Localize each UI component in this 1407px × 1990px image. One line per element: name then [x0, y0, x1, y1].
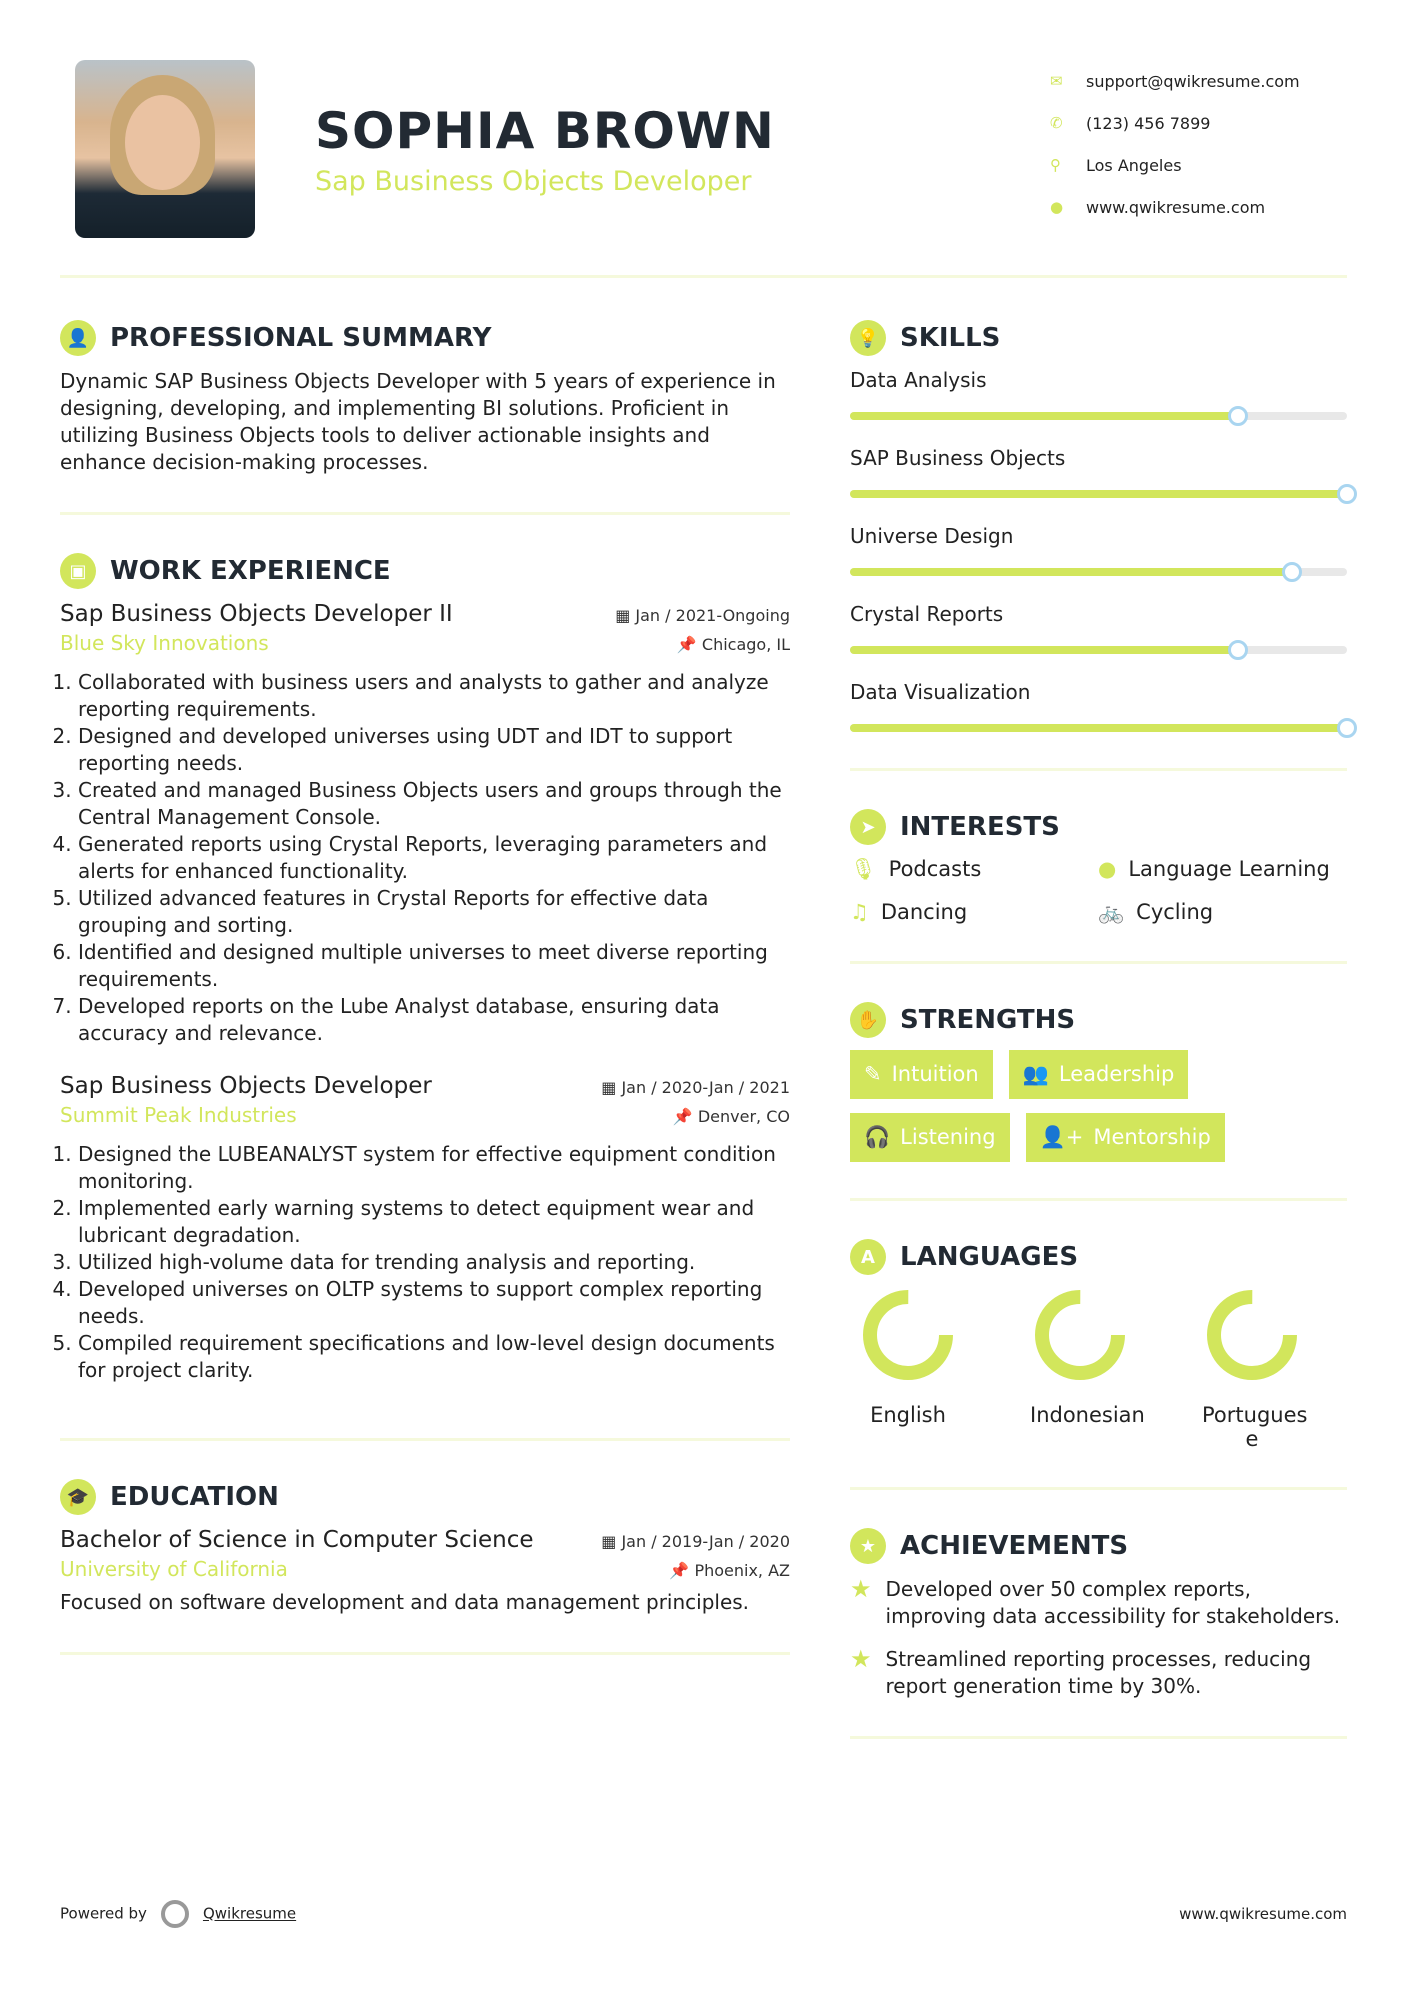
powered-by-text: Powered by	[60, 1904, 147, 1923]
microphone-icon: 🎙	[850, 857, 877, 881]
interest-label: Cycling	[1136, 900, 1214, 924]
skill-bar	[850, 412, 1347, 420]
heading-text: STRENGTHS	[900, 1005, 1076, 1035]
achievement-text: Streamlined reporting processes, reducing report generation time by 30%.	[885, 1647, 1312, 1698]
duty-item: 2. Designed and developed universes using UDT and IDT to support reporting needs.	[78, 723, 790, 777]
user-icon: 👤	[60, 320, 96, 356]
language-name: Indonesian	[1030, 1403, 1145, 1427]
skill-bar-fill	[850, 490, 1347, 498]
duty-item: 1. Designed the LUBEANALYST system for effective equipment condition monitoring.	[78, 1141, 790, 1195]
bicycle-icon: 🚲	[1098, 900, 1125, 924]
skill-bar-knob	[1282, 562, 1302, 582]
achievement-item	[850, 1576, 1347, 1630]
skill-bar-knob	[1337, 718, 1357, 738]
calendar-icon: ▦	[615, 606, 636, 625]
job-title: Sap Business Objects Developer II	[60, 601, 453, 627]
location-text: Denver, CO	[697, 1107, 790, 1126]
user-plus-icon: 👤+	[1039, 1125, 1084, 1149]
star-icon: ★	[850, 1575, 872, 1603]
skill-bar-knob	[1337, 484, 1357, 504]
strength-label: Listening	[900, 1125, 996, 1149]
interest-label: Podcasts	[888, 857, 982, 881]
job-title: Sap Business Objects Developer	[60, 1073, 432, 1099]
left-column	[60, 320, 790, 1693]
skill-bar-fill	[850, 412, 1238, 420]
globe-icon: ●	[1050, 198, 1064, 216]
map-pin-icon: ⚲	[1050, 156, 1061, 174]
language-name: English	[870, 1403, 946, 1427]
brand-link[interactable]: Qwikresume	[202, 1904, 297, 1923]
education-text: Focused on software development and data management principles.	[60, 1590, 750, 1614]
duty-item: 6. Identified and designed multiple universes to meet diverse reporting requirements.	[78, 939, 790, 993]
interest-item	[850, 900, 1098, 925]
heading-text: ACHIEVEMENTS	[900, 1531, 1129, 1561]
experience-heading	[60, 553, 790, 589]
skill-name: SAP Business Objects	[850, 446, 1066, 470]
contact-email[interactable]	[1050, 60, 1300, 102]
strengths-list	[850, 1050, 1250, 1162]
contact-text: Los Angeles	[1086, 155, 1182, 175]
language-ring	[1204, 1287, 1300, 1383]
dates-text: Jan / 2020-Jan / 2021	[621, 1078, 790, 1097]
language-ring	[860, 1287, 956, 1383]
achievements-heading	[850, 1528, 1347, 1564]
divider	[850, 1487, 1347, 1490]
dates-text: Jan / 2021-Ongoing	[635, 606, 790, 625]
interest-label: Dancing	[880, 900, 968, 924]
qwikresume-logo-icon	[161, 1900, 189, 1928]
star-icon: ★	[850, 1645, 872, 1673]
contact-website[interactable]	[1050, 186, 1300, 228]
languages-heading	[850, 1239, 1347, 1275]
profile-photo	[75, 60, 255, 238]
divider	[60, 512, 790, 515]
envelope-icon: ✉	[1050, 72, 1063, 90]
heading-text: WORK EXPERIENCE	[110, 556, 391, 586]
divider	[850, 1198, 1347, 1201]
footer-url[interactable]: www.qwikresume.com	[1179, 1905, 1347, 1923]
dates-text: Jan / 2019-Jan / 2020	[621, 1532, 790, 1551]
duty-item: 3. Utilized high-volume data for trending analysis and reporting.	[78, 1249, 790, 1276]
degree: Bachelor of Science in Computer Science	[60, 1527, 534, 1553]
heading-text: INTERESTS	[900, 812, 1060, 842]
globe-icon: ●	[1098, 857, 1117, 881]
duty-item: 7. Developed reports on the Lube Analyst database, ensuring data accuracy and relevance.	[78, 993, 790, 1047]
job-dates	[615, 606, 790, 625]
interest-label: Language Learning	[1128, 857, 1330, 881]
heading-text: EDUCATION	[110, 1482, 279, 1512]
skill-name: Data Analysis	[850, 368, 987, 392]
skill-item	[850, 524, 1347, 576]
heading-text: SKILLS	[900, 323, 1001, 353]
interests-heading	[850, 809, 1347, 845]
duty-item: 1. Collaborated with business users and analysts to gather and analyze reporting requirements.	[78, 669, 790, 723]
pin-icon: 📌	[672, 1107, 698, 1126]
interests-list	[850, 857, 1347, 925]
skill-name: Data Visualization	[850, 680, 1031, 704]
phone-icon: ✆	[1050, 114, 1063, 132]
duty-item: 4. Developed universes on OLTP systems to support complex reporting needs.	[78, 1276, 790, 1330]
pin-icon: 📌	[676, 635, 702, 654]
contact-text: www.qwikresume.com	[1086, 197, 1266, 217]
skill-bar-fill	[850, 568, 1292, 576]
skill-item	[850, 680, 1347, 732]
calendar-icon: ▦	[601, 1532, 622, 1551]
achievement-text: Developed over 50 complex reports, improving data accessibility for stakeholders.	[885, 1577, 1341, 1628]
job-location	[673, 1107, 790, 1126]
language-item	[1202, 1287, 1308, 1451]
contact-phone	[1050, 102, 1300, 144]
contact-text: support@qwikresume.com	[1086, 71, 1300, 91]
company-name: Summit Peak Industries	[60, 1103, 297, 1127]
location-text: Phoenix, AZ	[694, 1561, 790, 1580]
divider	[850, 1736, 1347, 1739]
contact-list	[1050, 60, 1300, 228]
interest-item	[850, 857, 1098, 882]
lightbulb-icon: 💡	[850, 320, 886, 356]
skills-heading	[850, 320, 1347, 356]
skill-bar-fill	[850, 646, 1238, 654]
headphones-icon: 🎧	[864, 1125, 891, 1149]
strength-label: Mentorship	[1093, 1125, 1211, 1149]
strength-chip	[850, 1050, 993, 1099]
divider	[60, 1438, 790, 1441]
language-ring	[1032, 1287, 1128, 1383]
duty-item: 5. Utilized advanced features in Crystal Reports for effective data grouping and sorting.	[78, 885, 790, 939]
summary-heading	[60, 320, 790, 356]
edu-dates	[601, 1532, 790, 1551]
job-entry	[60, 601, 790, 1047]
job-dates	[601, 1078, 790, 1097]
contact-location	[1050, 144, 1300, 186]
magic-wand-icon: ✎	[864, 1062, 882, 1086]
school-name: University of California	[60, 1557, 288, 1581]
job-entry	[60, 1073, 790, 1384]
candidate-name: SOPHIA BROWN	[315, 102, 775, 160]
music-icon: ♫	[850, 900, 869, 924]
strength-label: Intuition	[891, 1062, 979, 1086]
skill-bar-knob	[1228, 640, 1248, 660]
skill-item	[850, 368, 1347, 420]
strength-chip	[1026, 1113, 1225, 1162]
skills-list	[850, 368, 1347, 732]
skill-bar-fill	[850, 724, 1347, 732]
strength-label: Leadership	[1058, 1062, 1175, 1086]
duty-item: 2. Implemented early warning systems to detect equipment wear and lubricant degradation.	[78, 1195, 790, 1249]
footer	[60, 1900, 1347, 1928]
briefcase-icon: ▣	[60, 553, 96, 589]
heading-text: PROFESSIONAL SUMMARY	[110, 323, 492, 353]
skill-bar	[850, 724, 1347, 732]
skill-bar	[850, 490, 1347, 498]
skill-bar	[850, 646, 1347, 654]
skill-bar-knob	[1228, 406, 1248, 426]
divider	[60, 1652, 790, 1655]
skill-item	[850, 602, 1347, 654]
language-name: Portugues e	[1202, 1403, 1308, 1451]
hand-icon: ✋	[850, 1002, 886, 1038]
right-column	[850, 320, 1347, 1777]
skill-name: Crystal Reports	[850, 602, 1004, 626]
heading-text: LANGUAGES	[900, 1242, 1079, 1272]
skill-item	[850, 446, 1347, 498]
location-text: Chicago, IL	[701, 635, 790, 654]
resume-header	[60, 60, 1347, 278]
calendar-icon: ▦	[601, 1078, 622, 1097]
edu-location	[669, 1561, 790, 1580]
interest-item	[1098, 900, 1346, 925]
company-name: Blue Sky Innovations	[60, 631, 269, 655]
interest-item	[1098, 857, 1346, 882]
strength-chip	[1009, 1050, 1189, 1099]
strength-chip	[850, 1113, 1010, 1162]
translate-icon: A	[850, 1239, 886, 1275]
strengths-heading	[850, 1002, 1347, 1038]
job-duties	[60, 669, 790, 1047]
skill-bar	[850, 568, 1347, 576]
skill-name: Universe Design	[850, 524, 1014, 548]
language-item	[1030, 1287, 1145, 1451]
contact-text: (123) 456 7899	[1086, 113, 1211, 133]
paper-plane-icon: ➤	[850, 809, 886, 845]
achievement-item	[850, 1646, 1347, 1700]
language-item	[858, 1287, 958, 1451]
job-location	[677, 635, 790, 654]
job-duties	[60, 1141, 790, 1384]
users-icon: 👥	[1022, 1062, 1049, 1086]
pin-icon: 📌	[669, 1561, 695, 1580]
duty-item: 4. Generated reports using Crystal Reports, leveraging parameters and alerts for enhanced functionality.	[78, 831, 790, 885]
candidate-title: Sap Business Objects Developer	[315, 166, 752, 197]
duty-item: 5. Compiled requirement specifications and low-level design documents for project clarity.	[78, 1330, 790, 1384]
graduation-icon: 🎓	[60, 1479, 96, 1515]
duty-item: 3. Created and managed Business Objects users and groups through the Central Management Console.	[78, 777, 790, 831]
divider	[850, 768, 1347, 771]
summary-text: Dynamic SAP Business Objects Developer with 5 years of experience in designing, developing, and implementing BI solutions. Proficient in utilizing Business Objects tools to deliver actionable insights and enhance decision-making processes.	[60, 369, 776, 474]
divider	[850, 961, 1347, 964]
trophy-icon: ★	[850, 1528, 886, 1564]
languages-list	[850, 1287, 1347, 1451]
education-heading	[60, 1479, 790, 1515]
